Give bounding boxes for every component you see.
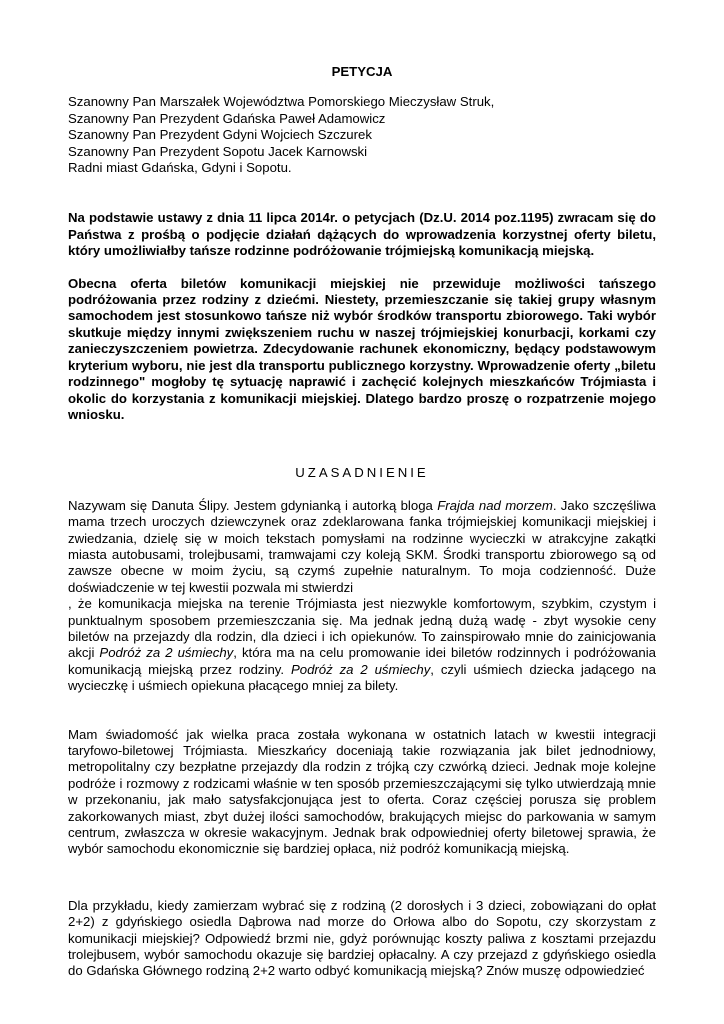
- author-introduction-paragraph: [68, 498, 656, 695]
- addressee-line: Szanowny Pan Prezydent Sopotu Jacek Karnowski: [68, 143, 368, 159]
- addressee-line: Szanowny Pan Prezydent Gdańska Paweł Adamowicz: [68, 110, 386, 126]
- addressee-line: Szanowny Pan Marszałek Województwa Pomorskiego Mieczysław Struk,: [68, 94, 495, 110]
- intro-paragraph: Na podstawie ustawy z dnia 11 lipca 2014r. o petycjach (Dz.U. 2014 poz.1195) zwracam się do Państwa z prośbą o podjęcie działań dążących do wprowadzenia korzystnej oferty biletu, który umożliwiałby tańsze rodzinne podróżowanie trójmiejską komunikacją miejską.: [68, 210, 656, 259]
- paragraph-text: . Jako szczęśliwa mama trzech uroczych dziewczynek oraz zdeklarowana fanka trójmiejskiej komunikacji miejskiej i zwiedzania, dzielę się w moich tekstach pomysłami na rodzinne wycieczki w atrakcyjne zakątki miasta autobusami, trolejbusami, tramwajami czy koleją SKM. Środki transportu zbiorowego są od zawsze obecne w moim życiu, są czymś zupełnie naturalnym. To moja codzienność. Duże doświadczenie w tej kwestii pozwala mi stwierdzi: [68, 497, 656, 595]
- justification-heading: UZASADNIENIE: [295, 465, 429, 481]
- addressee-line: Szanowny Pan Prezydent Gdyni Wojciech Szczurek: [68, 127, 372, 143]
- blog-name: Frajda nad morzem: [437, 497, 553, 513]
- document-title: PETYCJA: [331, 64, 393, 79]
- paragraph-text: , czyli uśmiech dziecka jadącego na wycieczkę i uśmiech opiekuna płacącego mniej za bilety.: [68, 661, 656, 694]
- addressee-block: [68, 94, 656, 176]
- campaign-name: Podróż za 2 uśmiechy: [290, 661, 431, 677]
- paragraph-text: Nazywam się Danuta Ślipy. Jestem gdynianką i autorką bloga: [68, 497, 438, 513]
- offer-paragraph: Obecna oferta biletów komunikacji miejskiej nie przewiduje możliwości tańszego podróżowania przez rodziny z dziećmi. Niestety, przemieszczanie się takiej grupy własnym samochodem jest stosunkowo tańsze niż wybór środków transportu zbiorowego. Taki wybór skutkuje między innymi zwiększeniem ruchu w naszej trójmiejskiej konurbacji, korkami czy zanieczyszczeniem powietrza. Zdecydowanie rachunek ekonomiczny, będący podstawowym kryterium wyboru, nie jest dla transportu publicznego korzystny. Wprowadzenie oferty „biletu rodzinnego" mogłoby tę sytuację naprawić i zachęcić kolejnych mieszkańców Trójmiasta i okolic do korzystania z komunikacji miejskiej. Dlatego bardzo proszę o rozpatrzenie mojego wniosku.: [68, 275, 656, 422]
- paragraph-text: , że komunikacja miejska na terenie Trójmiasta jest niezwykle komfortowym, szybkim, czystym i punktualnym sposobem przemieszczania się. Ma jednak jedną dużą wadę - zbyt wysokie ceny biletów na przejazdy dla rodzin, dla dzieci i ich opiekunów. To zainspirowało mnie do zainicjowania akcji: [68, 596, 656, 661]
- example-paragraph: Dla przykładu, kiedy zamierzam wybrać się z rodziną (2 dorosłych i 3 dzieci, zobowiązani do opłat 2+2) z gdyńskiego osiedla Dąbrowa nad morze do Orłowa albo do Sopotu, czy skorzystam z komunikacji miejskiej? Odpowiedź brzmi nie, gdyż porównując koszty paliwa z kosztami przejazdu trolejbusem, wybór samochodu okazuje się bardziej opłacalny. A czy przejazd z gdyńskiego osiedla do Gdańska Głównego rodziną 2+2 warto odbyć komunikacją miejską? Znów muszę odpowiedzieć: [68, 897, 656, 979]
- paragraph-text: , która ma na celu promowanie idei biletów rodzinnych i podróżowania komunikacją miejską przez rodziny.: [68, 645, 656, 677]
- campaign-name: Podróż za 2 uśmiechy: [99, 645, 234, 661]
- addressee-line: Radni miast Gdańska, Gdyni i Sopotu.: [68, 160, 292, 176]
- integration-paragraph: Mam świadomość jak wielka praca została wykonana w ostatnich latach w kwestii integracji taryfowo-biletowej Trójmiasta. Mieszkańcy doceniają takie rozwiązania jak bilet jednodniowy, metropolitalny czy bezpłatne przejazdy dla rodzin z trójką czy czwórką dzieci. Jednak moje kolejne podróże i rozmowy z rodzicami właśnie w ten sposób przemieszczającymi się tylko utwierdzają mnie w przekonaniu, jak mało satysfakcjonująca jest to oferta. Coraz częściej porusza się problem zakorkowanych miast, zbyt dużej ilości samochodów, brakujących miejsc do parkowania w samym centrum, zwłaszcza w okresie wakacyjnym. Jednak brak odpowiedniej oferty biletowej sprawia, że wybór samochodu ekonomicznie się bardziej opłaca, niż podróż komunikacją miejską.: [68, 726, 656, 857]
